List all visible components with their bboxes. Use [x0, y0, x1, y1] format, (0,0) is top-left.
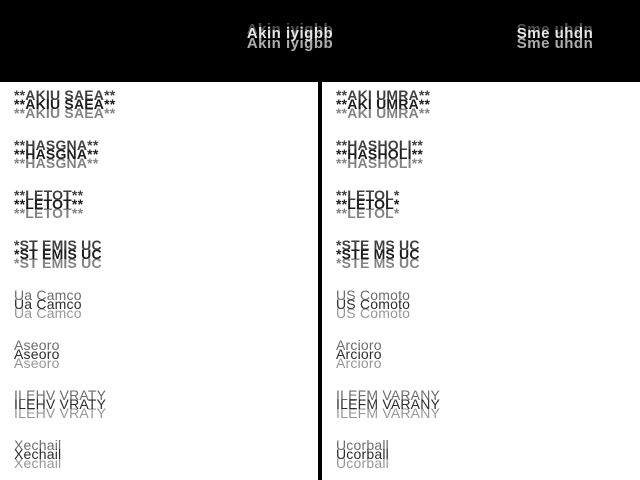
list-item-label: US Comoto	[336, 296, 411, 312]
right-list	[322, 82, 640, 480]
list-item[interactable]	[0, 182, 318, 232]
list-item-label: **AKI UMRA**	[336, 96, 431, 112]
list-item-label: **HASHOLI**	[336, 146, 423, 162]
list-item[interactable]	[322, 182, 640, 232]
list-item[interactable]	[322, 132, 640, 182]
left-list-pane	[0, 82, 318, 480]
list-item[interactable]	[322, 432, 640, 480]
list-item[interactable]	[322, 382, 640, 432]
list-item-label: *ST EMIS UC	[14, 246, 102, 262]
header-left-title: Akin iyigbb	[246, 25, 334, 42]
list-item[interactable]	[0, 82, 318, 132]
list-item[interactable]	[322, 282, 640, 332]
list-item[interactable]	[0, 432, 318, 480]
list-item-label: Ua Camco	[14, 296, 82, 312]
list-item-label: **HASGNA**	[14, 146, 99, 162]
list-item[interactable]	[0, 332, 318, 382]
list-item[interactable]	[0, 132, 318, 182]
list-item[interactable]	[0, 282, 318, 332]
list-item[interactable]	[322, 332, 640, 382]
header-right-title: Sme uhdn	[516, 25, 594, 42]
list-item-label: Xechail	[14, 446, 62, 462]
list-item-label: Aseoro	[14, 346, 60, 362]
top-header-bar	[0, 0, 640, 82]
list-item[interactable]	[0, 232, 318, 282]
list-item[interactable]	[322, 82, 640, 132]
list-item-label: ILEFM VARANY	[336, 396, 441, 412]
list-item-label: Ucorball	[336, 446, 389, 462]
list-item[interactable]	[0, 382, 318, 432]
right-list-pane	[322, 82, 640, 480]
list-item-label: **LETOT**	[14, 196, 84, 212]
list-item-label: **LETOL*	[336, 196, 400, 212]
list-item-label: *STE MS UC	[336, 246, 420, 262]
list-item[interactable]	[322, 232, 640, 282]
list-item-label: ILEHV VRATY	[14, 396, 107, 412]
list-item-label: Arcioro	[336, 346, 382, 362]
list-item-label: **AKIU SAEA**	[14, 96, 116, 112]
left-list	[0, 82, 318, 480]
